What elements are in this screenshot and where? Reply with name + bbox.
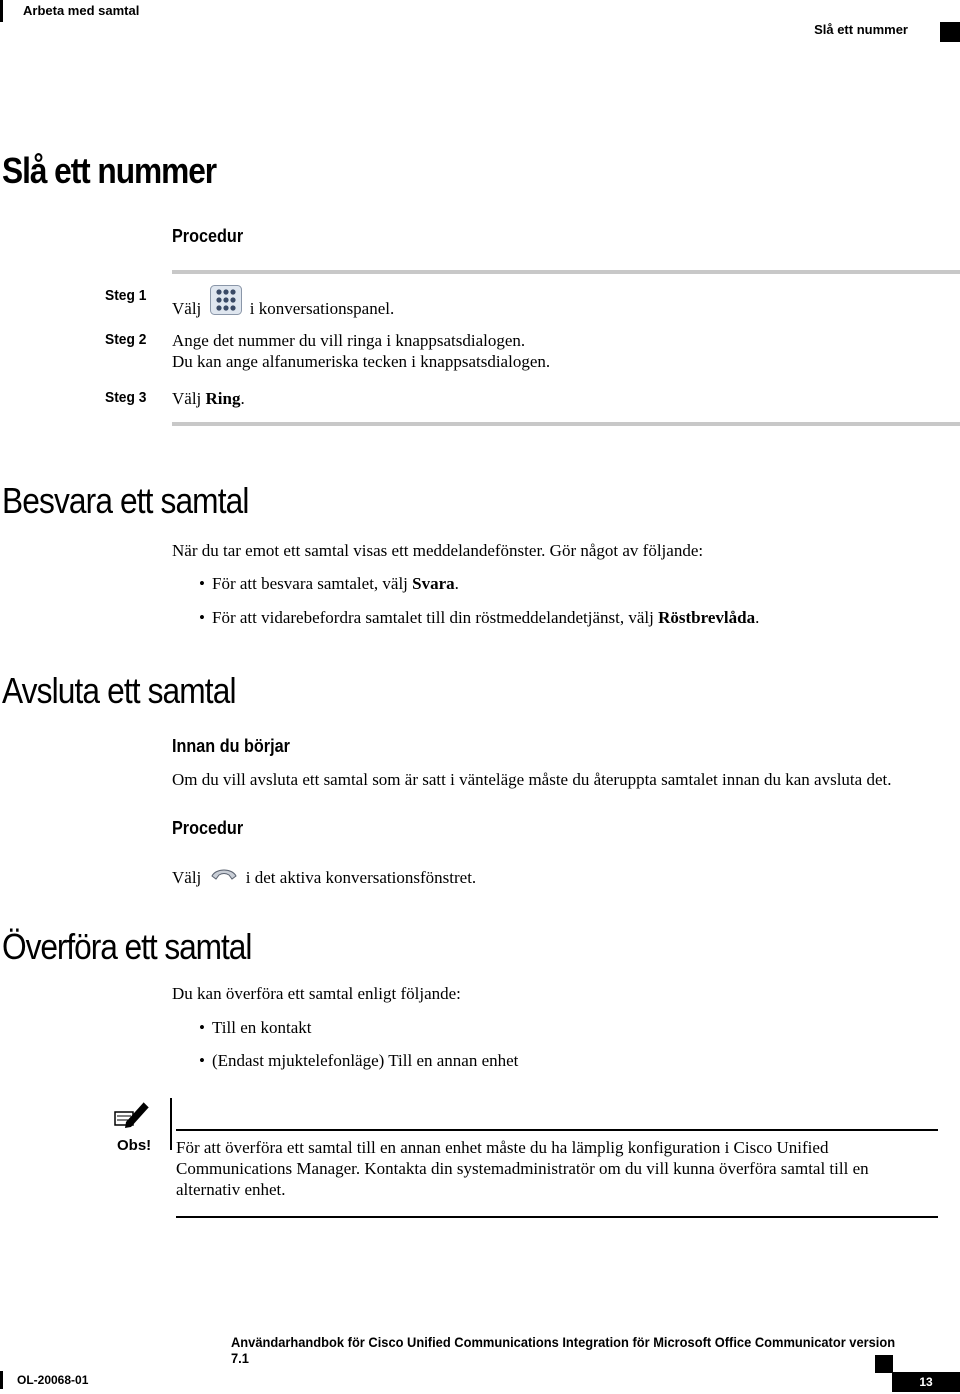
before-you-begin-text: Om du vill avsluta ett samtal som är satt i vänteläge måste du återuppta samtalet innan du kan avsluta det. xyxy=(172,770,892,789)
page-number: 13 xyxy=(892,1372,960,1392)
running-header-section: Slå ett nummer xyxy=(814,22,908,37)
step-3-prefix: Välj xyxy=(172,389,202,408)
svara-keyword: Svara xyxy=(412,574,455,593)
answer-bullet-2-suffix: . xyxy=(755,608,760,627)
note-pencil-icon xyxy=(114,1098,152,1137)
answer-intro: När du tar emot ett samtal visas ett meddelandefönster. Gör något av följande: xyxy=(172,541,704,560)
rostbrevlada-keyword: Röstbrevlåda xyxy=(658,608,756,627)
step-1-suffix: i konversationspanel. xyxy=(249,299,395,318)
step-2-note: Du kan ange alfanumeriska tecken i knappsatsdialogen. xyxy=(172,352,551,371)
step-3-suffix: . xyxy=(240,389,245,408)
footer-book-title: Användarhandbok för Cisco Unified Communications Integration för Microsoft Office Communicator version 7.1 xyxy=(231,1334,896,1366)
header-marker xyxy=(940,22,960,42)
transfer-intro: Du kan överföra ett samtal enligt följande: xyxy=(172,984,461,1003)
running-header-chapter: Arbeta med samtal xyxy=(0,0,139,22)
answer-bullet-2 xyxy=(212,607,759,628)
answer-bullet-1-text: För att besvara samtalet, välj xyxy=(212,574,408,593)
note-vertical-bar xyxy=(170,1098,172,1150)
procedure-bottom-rule xyxy=(172,422,960,426)
note-text: För att överföra ett samtal till en annan enhet måste du ha lämplig konfiguration i Cisco Unified Communications Manager. Kontakta din systemadministratör om du vill kunna överföra samtal till en alternativ enhet. xyxy=(176,1138,869,1199)
step-1-prefix: Välj xyxy=(172,299,202,318)
step-3-text xyxy=(172,388,245,409)
note-bottom-rule xyxy=(176,1216,938,1218)
hangup-icon xyxy=(210,866,238,887)
step-1-text xyxy=(172,298,394,320)
note-top-rule xyxy=(176,1129,938,1131)
footer-marker xyxy=(875,1355,893,1373)
answer-bullet-1 xyxy=(212,573,459,594)
procedure-top-rule xyxy=(172,270,960,274)
transfer-bullet-2: • (Endast mjuktelefonläge) Till en annan enhet xyxy=(212,1050,518,1071)
end-step-prefix: Välj xyxy=(172,868,202,887)
step-2-label: Steg 2 xyxy=(105,331,147,348)
section-title-transfer: Överföra ett samtal xyxy=(2,926,252,967)
footer-doc-id: OL-20068-01 xyxy=(0,1371,88,1389)
end-step-suffix: i det aktiva konversationsfönstret. xyxy=(245,868,477,887)
section-title-dial: Slå ett nummer xyxy=(2,150,217,191)
before-you-begin-heading: Innan du börjar xyxy=(172,736,290,756)
procedure-heading: Procedur xyxy=(172,226,244,246)
end-procedure-heading: Procedur xyxy=(172,818,244,838)
end-step-text xyxy=(172,867,476,888)
ring-keyword: Ring xyxy=(205,389,241,408)
step-1-label: Steg 1 xyxy=(105,287,147,304)
section-title-answer: Besvara ett samtal xyxy=(2,480,249,521)
answer-bullet-2-text: För att vidarebefordra samtalet till din röstmeddelandetjänst, välj xyxy=(212,608,654,627)
note-label: Obs! xyxy=(117,1137,152,1154)
step-2-text: Ange det nummer du vill ringa i knappsatsdialogen. xyxy=(172,331,526,350)
section-title-end: Avsluta ett samtal xyxy=(2,670,236,711)
step-3-label: Steg 3 xyxy=(105,389,147,406)
keypad-icon xyxy=(210,285,242,320)
transfer-bullet-1: • Till en kontakt xyxy=(212,1017,312,1038)
answer-bullet-1-suffix: . xyxy=(454,574,459,593)
